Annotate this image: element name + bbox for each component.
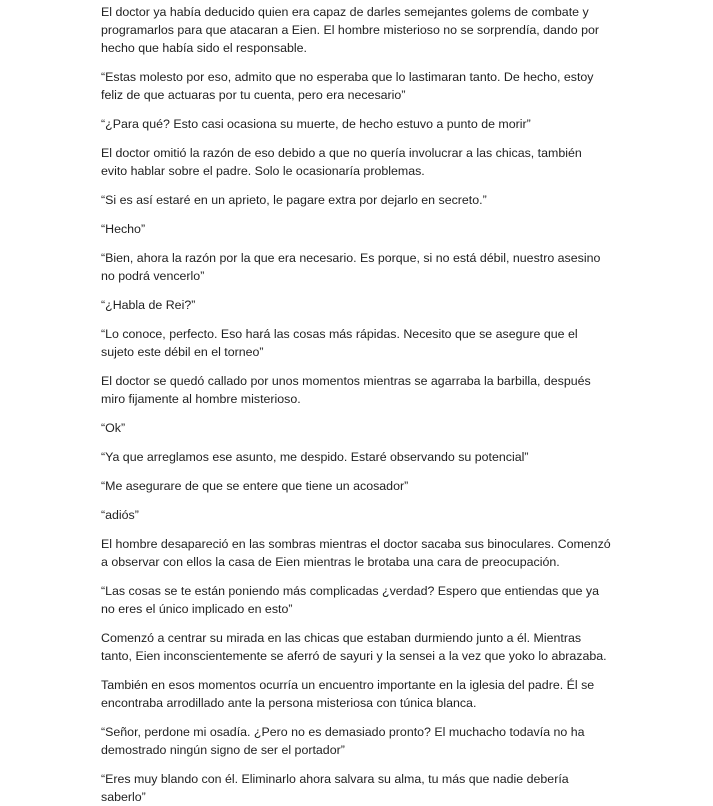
paragraph: “Bien, ahora la razón por la que era necesario. Es porque, si no está débil, nuestro asesino no podrá vencerlo” xyxy=(101,251,601,283)
paragraph: El doctor se quedó callado por unos momentos mientras se agarraba la barbilla, después miro fijamente al hombre misterioso. xyxy=(101,374,591,406)
paragraph: “Ok” xyxy=(101,421,126,435)
paragraph: “Me asegurare de que se entere que tiene un acosador” xyxy=(101,479,409,493)
paragraph: El doctor omitió la razón de eso debido a que no quería involucrar a las chicas, también evito hablar sobre el padre. Solo le ocasionaría problemas. xyxy=(101,146,582,178)
paragraph: “Ya que arreglamos ese asunto, me despido. Estaré observando su potencial” xyxy=(101,450,529,464)
paragraph: “Hecho” xyxy=(101,222,146,236)
paragraph: Comenzó a centrar su mirada en las chicas que estaban durmiendo junto a él. Mientras tanto, Eien inconscientemente se aferró de sayuri y la sensei a la vez que yoko lo abrazaba. xyxy=(101,631,607,663)
paragraph: “Eres muy blando con él. Eliminarlo ahora salvara su alma, tu más que nadie debería saberlo” xyxy=(101,772,569,804)
paragraph: El doctor ya había deducido quien era capaz de darles semejantes golems de combate y programarlos para que atacaran a Eien. El hombre misterioso no se sorprendía, dando por hecho que había sido el responsable. xyxy=(101,5,599,55)
paragraph: “Las cosas se te están poniendo más complicadas ¿verdad? Espero que entiendas que ya no eres el único implicado en esto” xyxy=(101,584,599,616)
paragraph: “Estas molesto por eso, admito que no esperaba que lo lastimaran tanto. De hecho, estoy feliz de que actuaras por tu cuenta, pero era necesario” xyxy=(101,70,594,102)
paragraph: “¿Para qué? Esto casi ocasiona su muerte, de hecho estuvo a punto de morir” xyxy=(101,117,531,131)
paragraph: También en esos momentos ocurría un encuentro importante en la iglesia del padre. Él se encontraba arrodillado ante la persona misteriosa con túnica blanca. xyxy=(101,678,595,710)
text-body xyxy=(101,3,611,806)
paragraph: “Señor, perdone mi osadía. ¿Pero no es demasiado pronto? El muchacho todavía no ha demostrado ningún signo de ser el portador” xyxy=(101,725,585,757)
paragraph: “adiós” xyxy=(101,508,139,522)
paragraph: “Lo conoce, perfecto. Eso hará las cosas más rápidas. Necesito que se asegure que el sujeto este débil en el torneo” xyxy=(101,327,578,359)
paragraph: “¿Habla de Rei?” xyxy=(101,298,196,312)
paragraph: El hombre desapareció en las sombras mientras el doctor sacaba sus binoculares. Comenzó a observar con ellos la casa de Eien mientras le brotaba una cara de preocupación. xyxy=(101,537,611,569)
paragraph: “Si es así estaré en un aprieto, le pagare extra por dejarlo en secreto.” xyxy=(101,193,487,207)
